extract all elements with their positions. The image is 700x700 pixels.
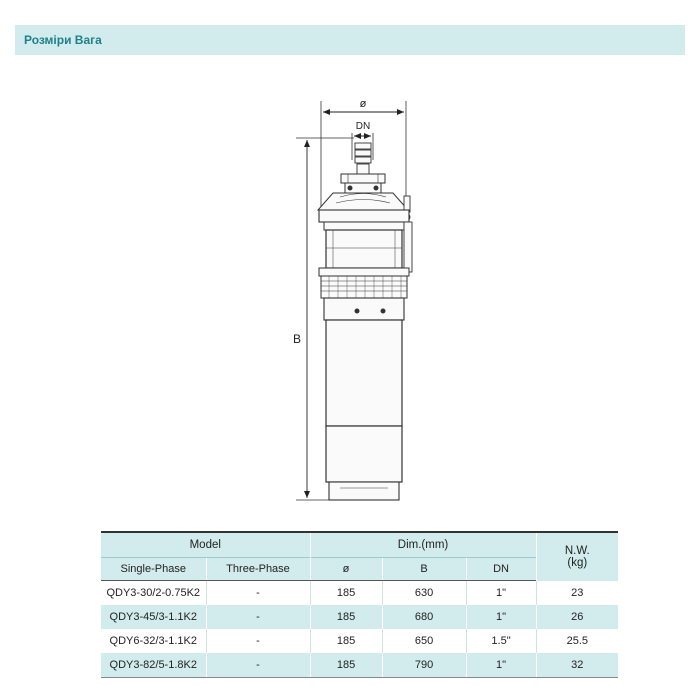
- cell-dn: 1": [466, 581, 536, 606]
- pump-body: [318, 143, 412, 500]
- header-nw-unit: (kg): [567, 556, 588, 569]
- cell-nw: 25.5: [536, 629, 618, 653]
- cell-three-phase: -: [206, 605, 310, 629]
- header-nw-label: N.W.: [564, 544, 590, 557]
- cell-single-phase: QDY3-82/5-1.8K2: [101, 653, 206, 678]
- header-dn: DN: [466, 558, 536, 581]
- cell-b: 680: [382, 605, 466, 629]
- header-b: B: [382, 558, 466, 581]
- section-title: Розміри Вага: [24, 33, 102, 47]
- cell-single-phase: QDY3-45/3-1.1K2: [101, 605, 206, 629]
- cell-dn: 1": [466, 605, 536, 629]
- cell-single-phase: QDY3-30/2-0.75K2: [106, 587, 201, 599]
- cell-diameter: 185: [310, 653, 382, 678]
- table-group-header-row: [101, 532, 618, 558]
- cell-diameter: 185: [310, 629, 382, 653]
- cell-single-phase: QDY6-32/3-1.1K2: [109, 635, 197, 647]
- spec-table: [101, 531, 618, 678]
- cell-three-phase: -: [206, 629, 310, 653]
- cell-nw: 23: [536, 581, 618, 606]
- cell-three-phase: -: [206, 653, 310, 678]
- header-nw: [536, 532, 618, 581]
- header-diameter: ø: [310, 558, 382, 581]
- header-single-phase: Single-Phase: [101, 558, 206, 581]
- header-three-phase: Three-Phase: [206, 558, 310, 581]
- cell-three-phase: -: [206, 581, 310, 606]
- header-dim: Dim.(mm): [310, 532, 536, 558]
- cell-b: 650: [382, 629, 466, 653]
- cell-diameter: 185: [310, 581, 382, 606]
- cell-nw: 26: [536, 605, 618, 629]
- header-model: Model: [101, 532, 310, 558]
- cell-nw: 32: [536, 653, 618, 678]
- table-row: [101, 653, 618, 678]
- table-row: [101, 629, 618, 653]
- table-row: [101, 581, 618, 606]
- cell-diameter: 185: [310, 605, 382, 629]
- cell-dn: 1": [466, 653, 536, 678]
- table-row: [101, 605, 618, 629]
- cell-b: 790: [382, 653, 466, 678]
- cell-b: 630: [382, 581, 466, 606]
- b-label: B: [292, 332, 302, 346]
- diameter-label: ø: [359, 98, 367, 110]
- cell-dn: 1.5": [466, 629, 536, 653]
- dn-label: DN: [355, 121, 371, 132]
